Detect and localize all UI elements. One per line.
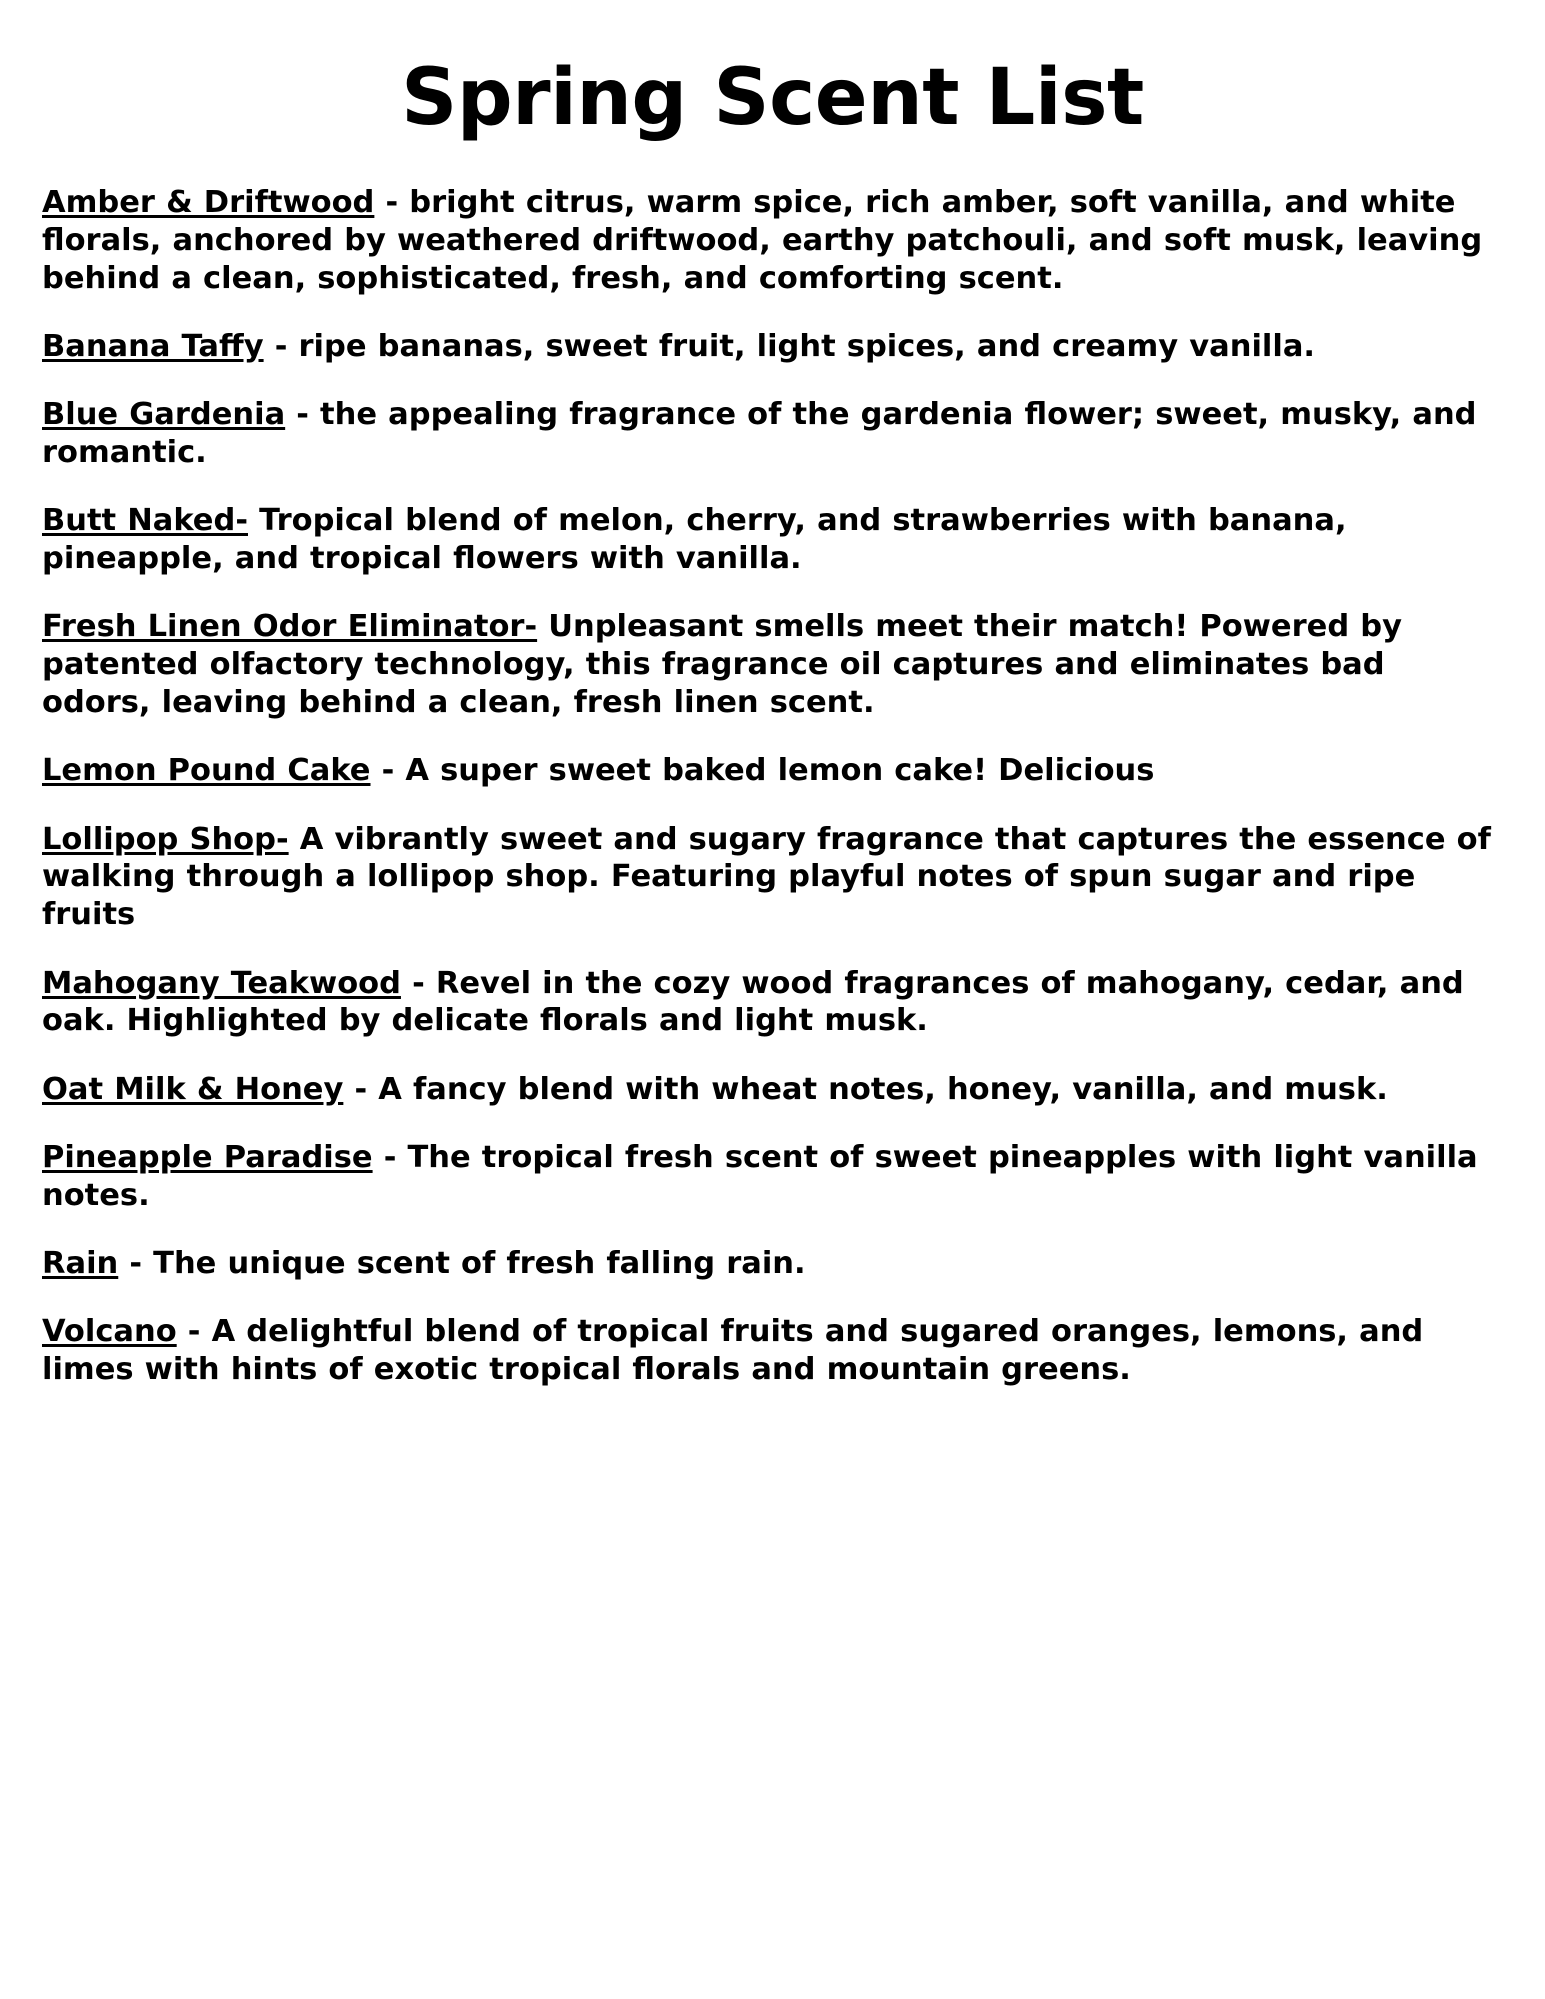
- scent-name: Volcano: [42, 1314, 177, 1350]
- list-item: [42, 1245, 1503, 1283]
- list-item: [42, 184, 1503, 297]
- list-item: [42, 821, 1503, 934]
- scent-name: Butt Naked-: [42, 503, 248, 539]
- scent-name: Oat Milk & Honey: [42, 1071, 344, 1107]
- scent-description: - Revel in the cozy wood fragrances of mahogany, cedar, and oak. Highlighted by delicate florals and light musk.: [42, 965, 1464, 1039]
- scent-description: - bright citrus, warm spice, rich amber, soft vanilla, and white florals, anchored by weathered driftwood, earthy patchouli, and soft musk, leaving behind a clean, sophisticated, fresh, and comforting scent.: [42, 184, 1483, 296]
- scent-name: Amber & Driftwood: [42, 184, 375, 220]
- scent-list: [40, 184, 1505, 1389]
- scent-description: - The tropical fresh scent of sweet pineapples with light vanilla notes.: [42, 1140, 1478, 1213]
- scent-description: A vibrantly sweet and sugary fragrance that captures the essence of walking through a lollipop shop. Featuring playful notes of spun sugar and ripe fruits: [42, 821, 1491, 933]
- scent-description: - The unique scent of fresh falling rain.: [118, 1246, 806, 1282]
- scent-description: - ripe bananas, sweet fruit, light spices, and creamy vanilla.: [263, 328, 1315, 364]
- scent-description: - A fancy blend with wheat notes, honey, vanilla, and musk.: [343, 1071, 1388, 1107]
- scent-name: Mahogany Teakwood: [42, 965, 401, 1001]
- scent-name: Banana Taffy: [42, 328, 264, 364]
- list-item: [42, 608, 1503, 721]
- scent-name: Pineapple Paradise: [42, 1140, 373, 1176]
- scent-name: Lollipop Shop-: [42, 821, 289, 857]
- scent-description: - the appealing fragrance of the gardenia flower; sweet, musky, and romantic.: [42, 397, 1477, 470]
- page-title: Spring Scent List: [401, 53, 1144, 143]
- list-item: [42, 1313, 1503, 1389]
- list-item: [42, 965, 1503, 1041]
- scent-description: - A delightful blend of tropical fruits and sugared oranges, lemons, and limes with hints of exotic tropical florals and mountain greens.: [42, 1314, 1424, 1388]
- list-item: [42, 502, 1503, 578]
- list-item: [42, 1139, 1503, 1215]
- list-item: [42, 396, 1503, 472]
- scent-description: - A super sweet baked lemon cake! Delicious: [370, 753, 1155, 789]
- list-item: [42, 328, 1503, 366]
- scent-name: Blue Gardenia: [42, 397, 286, 433]
- scent-description: Unpleasant smells meet their match! Powered by patented olfactory technology, this fragrance oil captures and eliminates bad odors, leaving behind a clean, fresh linen scent.: [42, 609, 1402, 721]
- list-item: [42, 1071, 1503, 1109]
- scent-name: Fresh Linen Odor Eliminator-: [42, 609, 538, 645]
- scent-name: Lemon Pound Cake: [42, 753, 371, 789]
- scent-name: Rain: [42, 1246, 119, 1282]
- list-item: [42, 752, 1503, 790]
- scent-description: Tropical blend of melon, cherry, and strawberries with banana, pineapple, and tropical flowers with vanilla.: [42, 503, 1347, 577]
